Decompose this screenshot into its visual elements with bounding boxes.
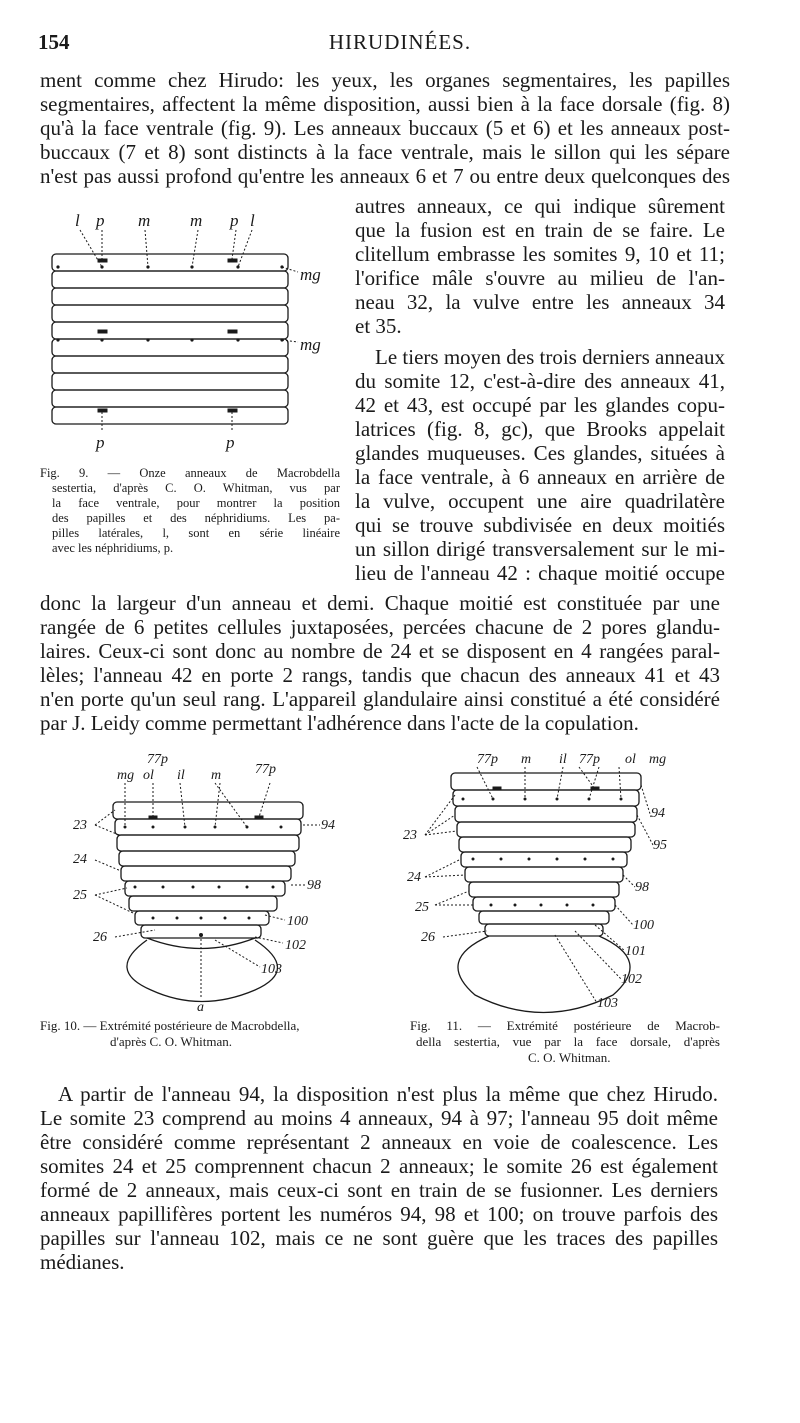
text-line: un sillon dirigé transversalement sur le mi- [355, 537, 725, 561]
fig11-label: 23 [403, 828, 417, 843]
caption-line: la face ventrale, pour montrer la position [52, 496, 340, 510]
text-line: clitellum embrasse les somites 9, 10 et 11; [355, 242, 725, 266]
text-line: formé de 2 anneaux, mais ceux-ci sont en train de se fusionner. Les derniers [40, 1178, 718, 1202]
fig9-top-label: l [75, 211, 80, 230]
caption-line: des papilles et des néphridiums. Les pa- [52, 511, 340, 525]
fig11-label: 98 [635, 880, 649, 895]
text-line: buccaux (7 et 8) sont distincts à la face ventrale, mais le sillon qui les sépare [40, 140, 730, 164]
text-line: n'en porte qu'un seul rang. L'appareil glandulaire ainsi constitué a été considéré [40, 687, 720, 711]
fig11-label: 94 [651, 806, 665, 821]
fig9-top-label: m [190, 211, 203, 230]
fig10-label: ol [143, 768, 154, 783]
text-line: ment comme chez Hirudo: les yeux, les organes segmentaires, les papilles [40, 68, 730, 92]
text-line: somites 24 et 25 comprennent chacun 2 anneaux; le somite 26 est également [40, 1154, 718, 1178]
text-line: par J. Leidy comme permettant l'adhérence dans l'acte de la copulation. [40, 711, 639, 735]
caption-line: avec les néphridiums, p. [52, 541, 174, 555]
text-line: lieu de l'anneau 42 : chaque moitié occupe [355, 561, 725, 585]
fig11-label: m [521, 752, 532, 767]
fig11-label: 101 [625, 944, 646, 959]
fig9-side-label: mg [300, 265, 321, 284]
caption-line: d'après C. O. Whitman. [110, 1034, 232, 1049]
text-line: l'orifice mâle s'ouvre au milieu de l'an- [355, 266, 725, 290]
caption-line: della sestertia, vue par la face dorsale, d'après [416, 1034, 720, 1049]
text-line: papilles sur l'anneau 102, mais ce ne sont guère que les traces des papilles [40, 1226, 718, 1250]
text-line: lèles; l'anneau 42 en porte 2 rangs, tandis que chacun des anneaux 41 et 43 [40, 663, 720, 687]
text-line: A partir de l'anneau 94, la disposition n'est plus la même que chez Hirudo. [58, 1082, 718, 1106]
fig11-label: 77p [579, 752, 600, 767]
text-line: et 35. [355, 314, 402, 338]
caption-line: Fig. 11. — Extrémité postérieure de Macrob- [410, 1018, 720, 1033]
fig10-label: 102 [285, 938, 306, 953]
fig9-bottom-label: p [96, 433, 105, 452]
fig11-label: 25 [415, 900, 429, 915]
figure-10-drawing [55, 745, 375, 1015]
text-line: segmentaires, affectent la même disposition, aussi bien à la face dorsale (fig. 8) [40, 92, 730, 116]
fig9-top-label: p [96, 211, 105, 230]
fig10-label: 25 [73, 888, 87, 903]
fig11-label: 77p [477, 752, 498, 767]
text-line: du somite 12, c'est-à-dire des anneaux 41, [355, 369, 725, 393]
fig11-label: mg [649, 752, 667, 767]
text-line: anneaux papillifères portent les numéros 94, 98 et 100; on trouve parfois des [40, 1202, 718, 1226]
figure-9 [40, 210, 350, 460]
fig9-top-label: p [230, 211, 239, 230]
caption-line: Fig. 10. — Extrémité postérieure de Macrobdella, [40, 1018, 300, 1033]
text-line: 42 et 43, est occupé par les glandes copu- [355, 393, 725, 417]
caption-line: C. O. Whitman. [528, 1050, 611, 1065]
fig9-side-label: mg [300, 335, 321, 354]
fig11-label: ol [625, 752, 636, 767]
text-line: qu'à la face ventrale (fig. 9). Les anneaux buccaux (5 et 6) et les anneaux post- [40, 116, 730, 140]
fig9-top-label: m [138, 211, 151, 230]
text-line: la vulve, occupent une aire quadrilatère [355, 489, 725, 513]
fig10-label: mg [117, 768, 135, 783]
fig11-label: 24 [407, 870, 421, 885]
text-line: rangée de 6 petites cellules juxtaposées, percées chacune de 2 pores glandu- [40, 615, 720, 639]
text-line: glandes muqueuses. Ces glandes, situées à [355, 441, 725, 465]
fig11-label: 100 [633, 918, 654, 933]
fig10-label: 26 [93, 930, 107, 945]
text-line: qui se trouve subdivisée en deux moitiés [355, 513, 725, 537]
page-number: 154 [38, 30, 70, 54]
figure-10 [55, 745, 375, 1015]
fig10-label: il [177, 768, 185, 783]
figure-11-drawing [395, 745, 715, 1015]
fig10-label: 103 [261, 962, 282, 977]
fig11-label: 102 [621, 972, 642, 987]
fig10-label: 77p [147, 752, 168, 767]
text-line: neau 32, la vulve entre les anneaux 34 [355, 290, 725, 314]
text-line: n'est pas aussi profond qu'entre les anneaux 6 et 7 ou entre deux quelconques des [40, 164, 730, 188]
caption-line: sestertia, d'après C. O. Whitman, vus par [52, 481, 340, 495]
fig10-label: 24 [73, 852, 87, 867]
fig9-bottom-label: p [226, 433, 235, 452]
text-line: Le somite 23 comprend au moins 4 anneaux, 94 à 97; l'anneau 95 doit même [40, 1106, 718, 1130]
fig10-label: m [211, 768, 222, 783]
caption-line: pilles latérales, l, sont en série linéaire [52, 526, 340, 540]
caption-line: Fig. 9. — Onze anneaux de Macrobdella [40, 466, 340, 480]
text-line: autres anneaux, ce qui indique sûrement [355, 194, 725, 218]
text-line: que la fusion est en train de se faire. Le [355, 218, 725, 242]
figure-9-drawing [40, 210, 350, 460]
text-line: donc la largeur d'un anneau et demi. Chaque moitié est constituée par une [40, 591, 720, 615]
fig11-label: 26 [421, 930, 435, 945]
fig10-label: 77p [255, 762, 276, 777]
fig10-label: 100 [287, 914, 308, 929]
text-line: Le tiers moyen des trois derniers anneaux [375, 345, 725, 369]
fig11-label: il [559, 752, 567, 767]
text-line: la face ventrale, à 6 anneaux en arrière de [355, 465, 725, 489]
fig10-label: 23 [73, 818, 87, 833]
text-line: médianes. [40, 1250, 125, 1274]
text-line: être considéré comme représentant 2 anneaux en voie de coalescence. Les [40, 1130, 718, 1154]
fig10-label: 98 [307, 878, 321, 893]
fig10-label: 94 [321, 818, 335, 833]
fig10-label: a [197, 1000, 204, 1015]
fig11-label: 103 [597, 996, 618, 1011]
fig11-label: 95 [653, 838, 667, 853]
text-line: laires. Ceux-ci sont donc au nombre de 24 et se disposent en 4 rangées paral- [40, 639, 720, 663]
figure-11 [395, 745, 715, 1015]
running-title: HIRUDINÉES. [328, 30, 472, 54]
fig9-top-label: l [250, 211, 255, 230]
text-line: latrices (fig. 8, gc), que Brooks appelait [355, 417, 725, 441]
